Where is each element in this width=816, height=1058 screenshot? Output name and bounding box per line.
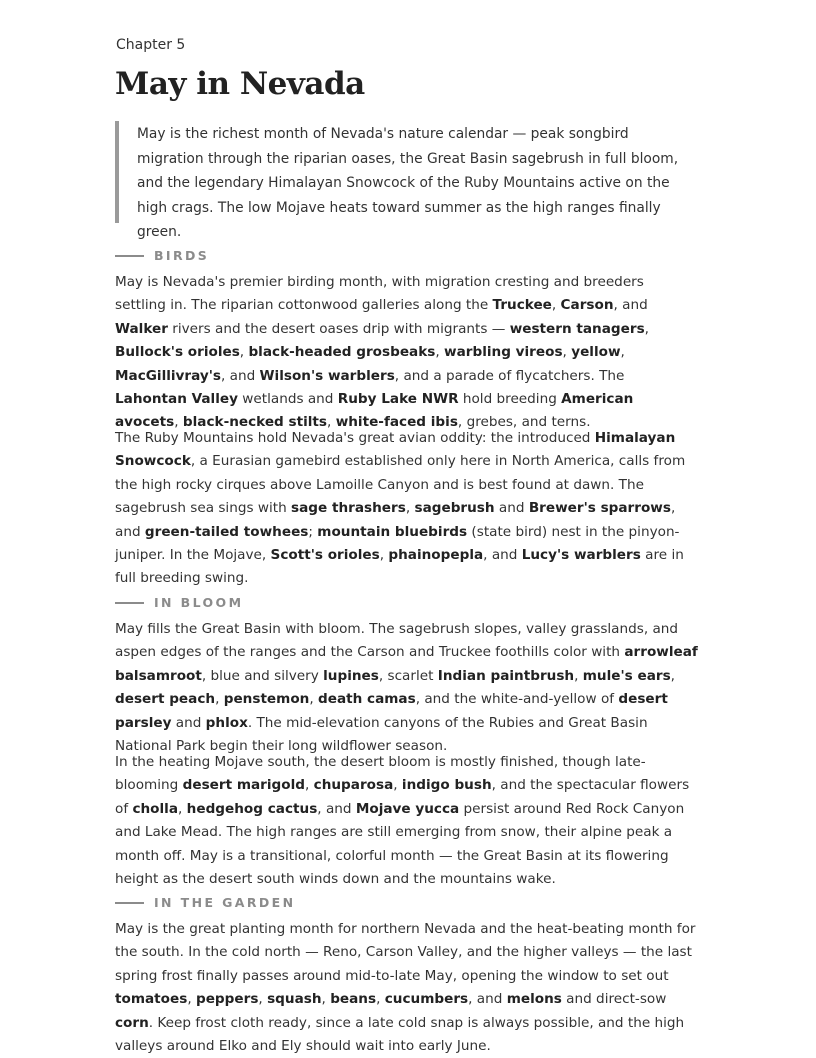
emphasized-term: phlox xyxy=(205,714,248,731)
page-title: May in Nevada xyxy=(115,66,365,102)
emphasized-term: Mojave yucca xyxy=(355,800,460,817)
emphasized-term: white-faced ibis xyxy=(335,414,458,431)
emphasized-term: sage thrashers xyxy=(291,500,406,517)
emphasized-term: Scott's orioles xyxy=(270,547,380,564)
emphasized-term: mule's ears xyxy=(582,667,671,684)
emphasized-term: green-tailed towhees xyxy=(144,523,309,540)
heading-rule xyxy=(115,255,144,257)
emphasized-term: penstemon xyxy=(223,691,310,708)
emphasized-term: Brewer's sparrows xyxy=(528,500,671,517)
emphasized-term: American avocets xyxy=(115,391,634,431)
heading-rule xyxy=(115,902,144,904)
emphasized-term: western tanagers xyxy=(509,320,645,337)
emphasized-term: chuparosa xyxy=(313,777,394,794)
emphasized-term: Truckee xyxy=(492,297,552,314)
section-heading-label: IN BLOOM xyxy=(154,595,244,610)
emphasized-term: cucumbers xyxy=(384,991,469,1008)
emphasized-term: yellow xyxy=(571,344,621,361)
emphasized-term: phainopepla xyxy=(388,547,484,564)
paragraph: The Ruby Mountains hold Nevada's great avian oddity: the introduced Himalayan Snowcock, a Eurasian gamebird established only here in North America, calls from the high rocky cirques above Lamoille Canyon and is best found at dawn. The sagebrush sea sings with sage thrashers, sagebrush and Brewer's sparrows, and green-tailed towhees; mountain bluebirds (state bird) nest in the pinyon-juniper. In the Mojave, Scott's orioles, phainopepla, and Lucy's warblers are in full breeding swing. xyxy=(115,430,686,587)
section-heading-in-the-garden xyxy=(115,895,295,910)
emphasized-term: tomatoes xyxy=(115,991,188,1008)
section-heading-birds xyxy=(115,248,209,263)
emphasized-term: melons xyxy=(506,991,562,1008)
paragraph: May is Nevada's premier birding month, with migration cresting and breeders settling in. The riparian cottonwood galleries along the Truckee, Carson, and Walker rivers and the desert oases drip with migrants — western tanagers, Bullock's orioles, black-headed grosbeaks, warbling vireos, yellow, MacGillivray's, and Wilson's warblers, and a parade of flycatchers. The Lahontan Valley wetlands and Ruby Lake NWR hold breeding American avocets, black-necked stilts, white-faced ibis, grebes, and terns. xyxy=(115,274,649,431)
emphasized-term: peppers xyxy=(195,991,259,1008)
emphasized-term: beans xyxy=(330,991,377,1008)
emphasized-term: Ruby Lake NWR xyxy=(337,391,459,408)
emphasized-term: warbling vireos xyxy=(444,344,563,361)
emphasized-term: black-headed grosbeaks xyxy=(248,344,436,361)
paragraph: May is the great planting month for northern Nevada and the heat-beating month for the south. In the cold north — Reno, Carson Valley, and the higher valleys — the last spring frost finally passes around mid-to-late May, opening the window to set out tomatoes, peppers, squash, beans, cucumbers, and melons and direct-sow corn. Keep frost cloth ready, since a late cold snap is always possible, and the high valleys around Elko and Ely should wait into early June. xyxy=(115,921,696,1055)
paragraph: In the heating Mojave south, the desert bloom is mostly finished, though late-blooming desert marigold, chuparosa, indigo bush, and the spectacular flowers of cholla, hedgehog cactus, and Mojave yucca persist around Red Rock Canyon and Lake Mead. The high ranges are still emerging from snow, their alpine peak a month off. May is a transitional, colorful month — the Great Basin at its flowering height as the desert south winds down and the mountains wake. xyxy=(115,754,690,888)
emphasized-term: lupines xyxy=(323,667,379,684)
emphasized-term: Himalayan Snowcock xyxy=(115,430,676,470)
emphasized-term: hedgehog cactus xyxy=(186,800,318,817)
emphasized-term: mountain bluebirds xyxy=(317,523,468,540)
emphasized-term: desert marigold xyxy=(182,777,305,794)
emphasized-term: MacGillivray's xyxy=(115,367,221,384)
section-heading-label: BIRDS xyxy=(154,248,210,263)
chapter-label: Chapter 5 xyxy=(116,37,186,53)
intro-blockquote: May is the richest month of Nevada's nature calendar — peak songbird migration through the riparian oases, the Great Basin sagebrush in full bloom, and the legendary Himalayan Snowcock of the Ruby Mountains active on the high crags. The low Mojave heats toward summer as the high ranges finally green. xyxy=(115,121,697,223)
emphasized-term: corn xyxy=(115,1014,149,1031)
emphasized-term: Lucy's warblers xyxy=(521,547,641,564)
emphasized-term: death camas xyxy=(318,691,416,708)
emphasized-term: desert peach xyxy=(115,691,216,708)
emphasized-term: Bullock's orioles xyxy=(115,344,240,361)
section-heading-label: IN THE GARDEN xyxy=(154,895,296,910)
paragraph: May fills the Great Basin with bloom. The sagebrush slopes, valley grasslands, and aspen edges of the ranges and the Carson and Truckee foothills color with arrowleaf balsamroot, blue and silvery lupines, scarlet Indian paintbrush, mule's ears, desert peach, penstemon, death camas, and the white-and-yellow of desert parsley and phlox. The mid-elevation canyons of the Rubies and Great Basin National Park begin their long wildflower season. xyxy=(115,621,698,755)
emphasized-term: black-necked stilts xyxy=(182,414,328,431)
emphasized-term: arrowleaf balsamroot xyxy=(115,644,698,684)
emphasized-term: indigo bush xyxy=(401,777,492,794)
emphasized-term: squash xyxy=(267,991,322,1008)
emphasized-term: Walker xyxy=(115,320,168,337)
emphasized-term: Lahontan Valley xyxy=(115,391,238,408)
emphasized-term: sagebrush xyxy=(414,500,495,517)
heading-rule xyxy=(115,602,144,604)
emphasized-term: Carson xyxy=(560,297,614,314)
emphasized-term: desert parsley xyxy=(115,691,668,731)
emphasized-term: Wilson's warblers xyxy=(259,367,395,384)
emphasized-term: Indian paintbrush xyxy=(437,667,575,684)
emphasized-term: cholla xyxy=(132,800,179,817)
section-heading-in-bloom xyxy=(115,595,243,610)
